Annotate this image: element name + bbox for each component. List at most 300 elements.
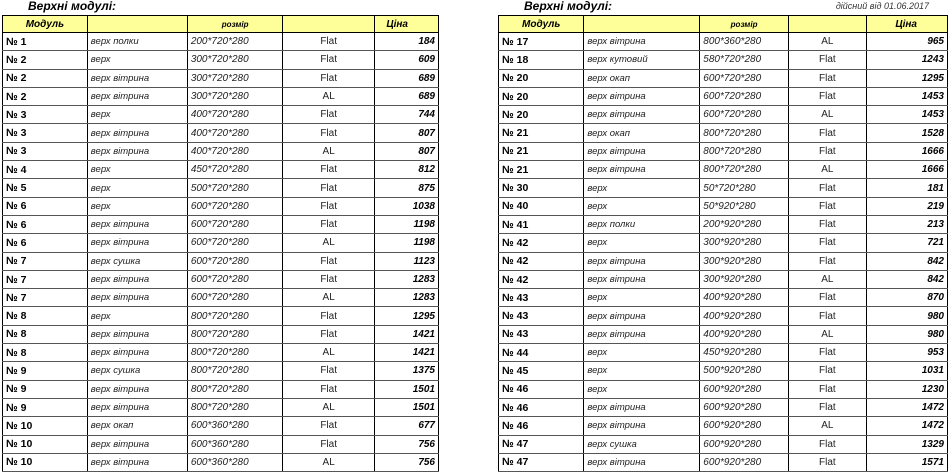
size-cell: 600*720*280 [187,252,283,270]
module-cell: № 7 [3,270,88,288]
size-cell: 600*720*280 [700,87,789,105]
size-cell: 600*720*280 [700,106,789,124]
size-cell: 800*720*280 [187,307,283,325]
size-cell: 580*720*280 [700,51,789,69]
finish-cell: Flat [788,362,866,380]
right-title-row [496,0,949,15]
price-cell: 1243 [866,51,947,69]
table-row [3,33,439,51]
type-cell: верх [87,51,187,69]
size-cell: 800*720*280 [187,380,283,398]
finish-cell: Flat [788,69,866,87]
size-cell: 800*360*280 [700,33,789,51]
price-cell: 1123 [374,252,438,270]
price-cell: 677 [374,417,438,435]
finish-cell: AL [283,87,374,105]
finish-cell: Flat [788,215,866,233]
price-cell: 1453 [866,106,947,124]
finish-cell: AL [788,106,866,124]
module-cell: № 42 [499,270,584,288]
price-cell: 1283 [374,270,438,288]
table-row [499,398,948,416]
left-header-module: Модуль [3,16,88,33]
table-row [499,179,948,197]
price-cell: 213 [866,215,947,233]
module-cell: № 3 [3,124,88,142]
module-cell: № 6 [3,215,88,233]
finish-cell: AL [283,344,374,362]
right-header-size: розмір [700,16,789,33]
price-cell: 181 [866,179,947,197]
table-row [499,142,948,160]
table-row [499,307,948,325]
right-header-type [584,16,700,33]
finish-cell: Flat [788,435,866,453]
table-row [499,344,948,362]
table-row [499,215,948,233]
price-cell: 842 [866,270,947,288]
finish-cell: AL [788,270,866,288]
size-cell: 50*920*280 [700,197,789,215]
price-cell: 1501 [374,398,438,416]
price-cell: 1472 [866,417,947,435]
module-cell: № 1 [3,33,88,51]
size-cell: 800*720*280 [700,124,789,142]
size-cell: 300*920*280 [700,270,789,288]
table-row [499,325,948,343]
price-cell: 219 [866,197,947,215]
table-row [3,161,439,179]
table-row [499,124,948,142]
left-header-type [87,16,187,33]
module-cell: № 5 [3,179,88,197]
module-cell: № 43 [499,325,584,343]
table-row [3,270,439,288]
type-cell: верх окап [87,417,187,435]
type-cell: верх вітрина [87,453,187,471]
table-row [499,289,948,307]
type-cell: верх вітрина [87,325,187,343]
type-cell: верх вітрина [584,453,700,471]
size-cell: 500*720*280 [187,179,283,197]
price-cell: 1666 [866,161,947,179]
left-header-row [3,16,439,33]
module-cell: № 42 [499,234,584,252]
size-cell: 600*920*280 [700,453,789,471]
table-row [3,69,439,87]
size-cell: 300*920*280 [700,252,789,270]
table-row [3,344,439,362]
size-cell: 600*720*280 [187,270,283,288]
finish-cell: Flat [283,51,374,69]
finish-cell: AL [283,234,374,252]
size-cell: 400*720*280 [187,106,283,124]
module-cell: № 6 [3,234,88,252]
left-header-finish [283,16,374,33]
table-row [499,161,948,179]
price-cell: 1501 [374,380,438,398]
finish-cell: Flat [283,325,374,343]
right-header-finish [788,16,866,33]
finish-cell: Flat [788,197,866,215]
type-cell: верх вітрина [584,325,700,343]
finish-cell: AL [283,398,374,416]
table-row [499,362,948,380]
table-row [3,307,439,325]
table-row [499,51,948,69]
size-cell: 600*360*280 [187,435,283,453]
finish-cell: Flat [283,124,374,142]
type-cell: верх сушка [87,252,187,270]
size-cell: 200*920*280 [700,215,789,233]
module-cell: № 4 [3,161,88,179]
module-cell: № 8 [3,325,88,343]
module-cell: № 21 [499,142,584,160]
module-cell: № 18 [499,51,584,69]
type-cell: верх вітрина [87,398,187,416]
table-row [499,33,948,51]
type-cell: верх вітрина [584,398,700,416]
size-cell: 450*720*280 [187,161,283,179]
type-cell: верх [584,179,700,197]
price-cell: 1198 [374,215,438,233]
type-cell: верх [87,179,187,197]
size-cell: 800*720*280 [700,142,789,160]
type-cell: верх окап [584,124,700,142]
finish-cell: Flat [283,252,374,270]
module-cell: № 10 [3,417,88,435]
finish-cell: Flat [283,417,374,435]
table-row [3,289,439,307]
size-cell: 300*720*280 [187,51,283,69]
finish-cell: AL [788,325,866,343]
table-row [3,215,439,233]
left-header-size: розмір [187,16,283,33]
module-cell: № 2 [3,51,88,69]
table-row [499,270,948,288]
price-cell: 721 [866,234,947,252]
module-cell: № 40 [499,197,584,215]
validity-date-note: дійсний від 01.06.2017 [835,1,929,11]
right-section-title: Верхні модулі: [524,0,613,13]
module-cell: № 30 [499,179,584,197]
type-cell: верх [584,362,700,380]
type-cell: верх вітрина [87,270,187,288]
finish-cell: Flat [283,435,374,453]
price-cell: 184 [374,33,438,51]
module-cell: № 6 [3,197,88,215]
price-cell: 807 [374,142,438,160]
module-cell: № 43 [499,289,584,307]
finish-cell: Flat [283,179,374,197]
right-header-price: Ціна [866,16,947,33]
table-row [3,417,439,435]
finish-cell: Flat [283,362,374,380]
price-cell: 1453 [866,87,947,105]
type-cell: верх вітрина [87,344,187,362]
finish-cell: AL [283,142,374,160]
finish-cell: Flat [283,380,374,398]
table-row [3,197,439,215]
type-cell: верх [87,161,187,179]
module-cell: № 44 [499,344,584,362]
finish-cell: Flat [283,270,374,288]
table-row [499,106,948,124]
finish-cell: Flat [788,398,866,416]
price-cell: 980 [866,307,947,325]
type-cell: верх вітрина [87,142,187,160]
size-cell: 800*720*280 [700,161,789,179]
size-cell: 600*720*280 [187,215,283,233]
type-cell: верх полки [87,33,187,51]
type-cell: верх вітрина [87,87,187,105]
module-cell: № 2 [3,69,88,87]
price-cell: 1038 [374,197,438,215]
module-cell: № 9 [3,362,88,380]
table-row [3,325,439,343]
price-cell: 1230 [866,380,947,398]
size-cell: 600*920*280 [700,398,789,416]
type-cell: верх вітрина [584,252,700,270]
module-cell: № 42 [499,252,584,270]
price-cell: 1528 [866,124,947,142]
price-cell: 812 [374,161,438,179]
module-cell: № 7 [3,289,88,307]
finish-cell: Flat [788,453,866,471]
price-cell: 689 [374,69,438,87]
finish-cell: Flat [283,161,374,179]
left-header-price: Ціна [374,16,438,33]
type-cell: верх вітрина [584,106,700,124]
finish-cell: AL [788,161,866,179]
price-cell: 609 [374,51,438,69]
type-cell: верх вітрина [584,33,700,51]
left-price-table [2,15,439,472]
size-cell: 400*920*280 [700,307,789,325]
table-row [3,398,439,416]
table-row [499,435,948,453]
table-row [499,234,948,252]
size-cell: 200*720*280 [187,33,283,51]
price-cell: 1421 [374,344,438,362]
price-cell: 756 [374,435,438,453]
finish-cell: AL [788,417,866,435]
table-row [499,417,948,435]
table-row [3,124,439,142]
size-cell: 600*360*280 [187,417,283,435]
finish-cell: Flat [788,124,866,142]
left-price-table-section [0,0,440,472]
type-cell: верх вітрина [584,307,700,325]
size-cell: 400*720*280 [187,124,283,142]
size-cell: 800*720*280 [187,344,283,362]
size-cell: 600*360*280 [187,453,283,471]
type-cell: верх вітрина [87,215,187,233]
price-cell: 980 [866,325,947,343]
type-cell: верх [584,289,700,307]
price-cell: 1283 [374,289,438,307]
price-cell: 870 [866,289,947,307]
finish-cell: Flat [283,69,374,87]
module-cell: № 21 [499,161,584,179]
type-cell: верх вітрина [584,417,700,435]
price-cell: 1666 [866,142,947,160]
left-title-row [0,0,440,15]
type-cell: верх сушка [584,435,700,453]
size-cell: 300*720*280 [187,87,283,105]
price-cell: 953 [866,344,947,362]
table-row [3,362,439,380]
price-cell: 756 [374,453,438,471]
finish-cell: Flat [788,344,866,362]
finish-cell: Flat [283,215,374,233]
price-cell: 1421 [374,325,438,343]
type-cell: верх полки [584,215,700,233]
size-cell: 600*920*280 [700,417,789,435]
size-cell: 800*720*280 [187,362,283,380]
type-cell: верх вітрина [87,380,187,398]
table-row [499,380,948,398]
module-cell: № 46 [499,417,584,435]
module-cell: № 21 [499,124,584,142]
module-cell: № 46 [499,398,584,416]
table-row [3,142,439,160]
table-row [499,197,948,215]
left-section-title: Верхні модулі: [28,0,117,13]
size-cell: 600*720*280 [187,234,283,252]
module-cell: № 7 [3,252,88,270]
type-cell: верх [87,197,187,215]
type-cell: верх вітрина [87,69,187,87]
right-header-row [499,16,948,33]
size-cell: 600*920*280 [700,435,789,453]
finish-cell: Flat [788,234,866,252]
module-cell: № 10 [3,435,88,453]
finish-cell: AL [788,33,866,51]
finish-cell: AL [283,289,374,307]
price-cell: 689 [374,87,438,105]
table-row [3,87,439,105]
table-row [3,179,439,197]
table-row [499,252,948,270]
price-cell: 744 [374,106,438,124]
finish-cell: Flat [788,51,866,69]
module-cell: № 17 [499,33,584,51]
size-cell: 50*720*280 [700,179,789,197]
type-cell: верх вітрина [87,124,187,142]
table-row [3,234,439,252]
type-cell: верх [584,234,700,252]
price-cell: 1375 [374,362,438,380]
price-cell: 965 [866,33,947,51]
table-row [3,106,439,124]
finish-cell: Flat [283,106,374,124]
type-cell: верх [584,380,700,398]
module-cell: № 46 [499,380,584,398]
size-cell: 500*920*280 [700,362,789,380]
table-row [499,69,948,87]
size-cell: 400*920*280 [700,289,789,307]
type-cell: верх [87,106,187,124]
finish-cell: Flat [283,307,374,325]
price-cell: 1472 [866,398,947,416]
price-cell: 1198 [374,234,438,252]
module-cell: № 41 [499,215,584,233]
right-price-table-section [496,0,949,472]
finish-cell: Flat [788,289,866,307]
module-cell: № 43 [499,307,584,325]
size-cell: 600*720*280 [700,69,789,87]
table-row [3,252,439,270]
type-cell: верх сушка [87,362,187,380]
table-row [499,453,948,471]
price-cell: 1031 [866,362,947,380]
size-cell: 600*720*280 [187,197,283,215]
type-cell: верх вітрина [87,234,187,252]
finish-cell: Flat [788,252,866,270]
type-cell: верх вітрина [584,142,700,160]
module-cell: № 47 [499,435,584,453]
finish-cell: Flat [788,307,866,325]
type-cell: верх [584,344,700,362]
module-cell: № 20 [499,106,584,124]
type-cell: верх вітрина [584,161,700,179]
finish-cell: Flat [788,142,866,160]
module-cell: № 9 [3,380,88,398]
table-row [3,380,439,398]
type-cell: верх кутовий [584,51,700,69]
finish-cell: Flat [788,179,866,197]
finish-cell: AL [283,453,374,471]
table-row [3,453,439,471]
finish-cell: Flat [788,87,866,105]
left-table-body [3,33,439,472]
right-price-table [498,15,948,472]
finish-cell: Flat [788,380,866,398]
price-cell: 1571 [866,453,947,471]
right-header-module: Модуль [499,16,584,33]
price-cell: 875 [374,179,438,197]
type-cell: верх вітрина [87,435,187,453]
module-cell: № 20 [499,87,584,105]
type-cell: верх [87,307,187,325]
price-cell: 842 [866,252,947,270]
size-cell: 600*720*280 [187,289,283,307]
module-cell: № 3 [3,106,88,124]
price-cell: 1295 [866,69,947,87]
finish-cell: Flat [283,33,374,51]
finish-cell: Flat [283,197,374,215]
size-cell: 800*720*280 [187,398,283,416]
module-cell: № 45 [499,362,584,380]
module-cell: № 2 [3,87,88,105]
size-cell: 600*920*280 [700,380,789,398]
type-cell: верх окап [584,69,700,87]
module-cell: № 20 [499,69,584,87]
price-cell: 1329 [866,435,947,453]
type-cell: верх вітрина [584,87,700,105]
table-row [3,435,439,453]
price-cell: 1295 [374,307,438,325]
size-cell: 400*720*280 [187,142,283,160]
module-cell: № 3 [3,142,88,160]
price-cell: 807 [374,124,438,142]
size-cell: 300*920*280 [700,234,789,252]
type-cell: верх вітрина [584,270,700,288]
module-cell: № 9 [3,398,88,416]
size-cell: 400*920*280 [700,325,789,343]
module-cell: № 8 [3,344,88,362]
